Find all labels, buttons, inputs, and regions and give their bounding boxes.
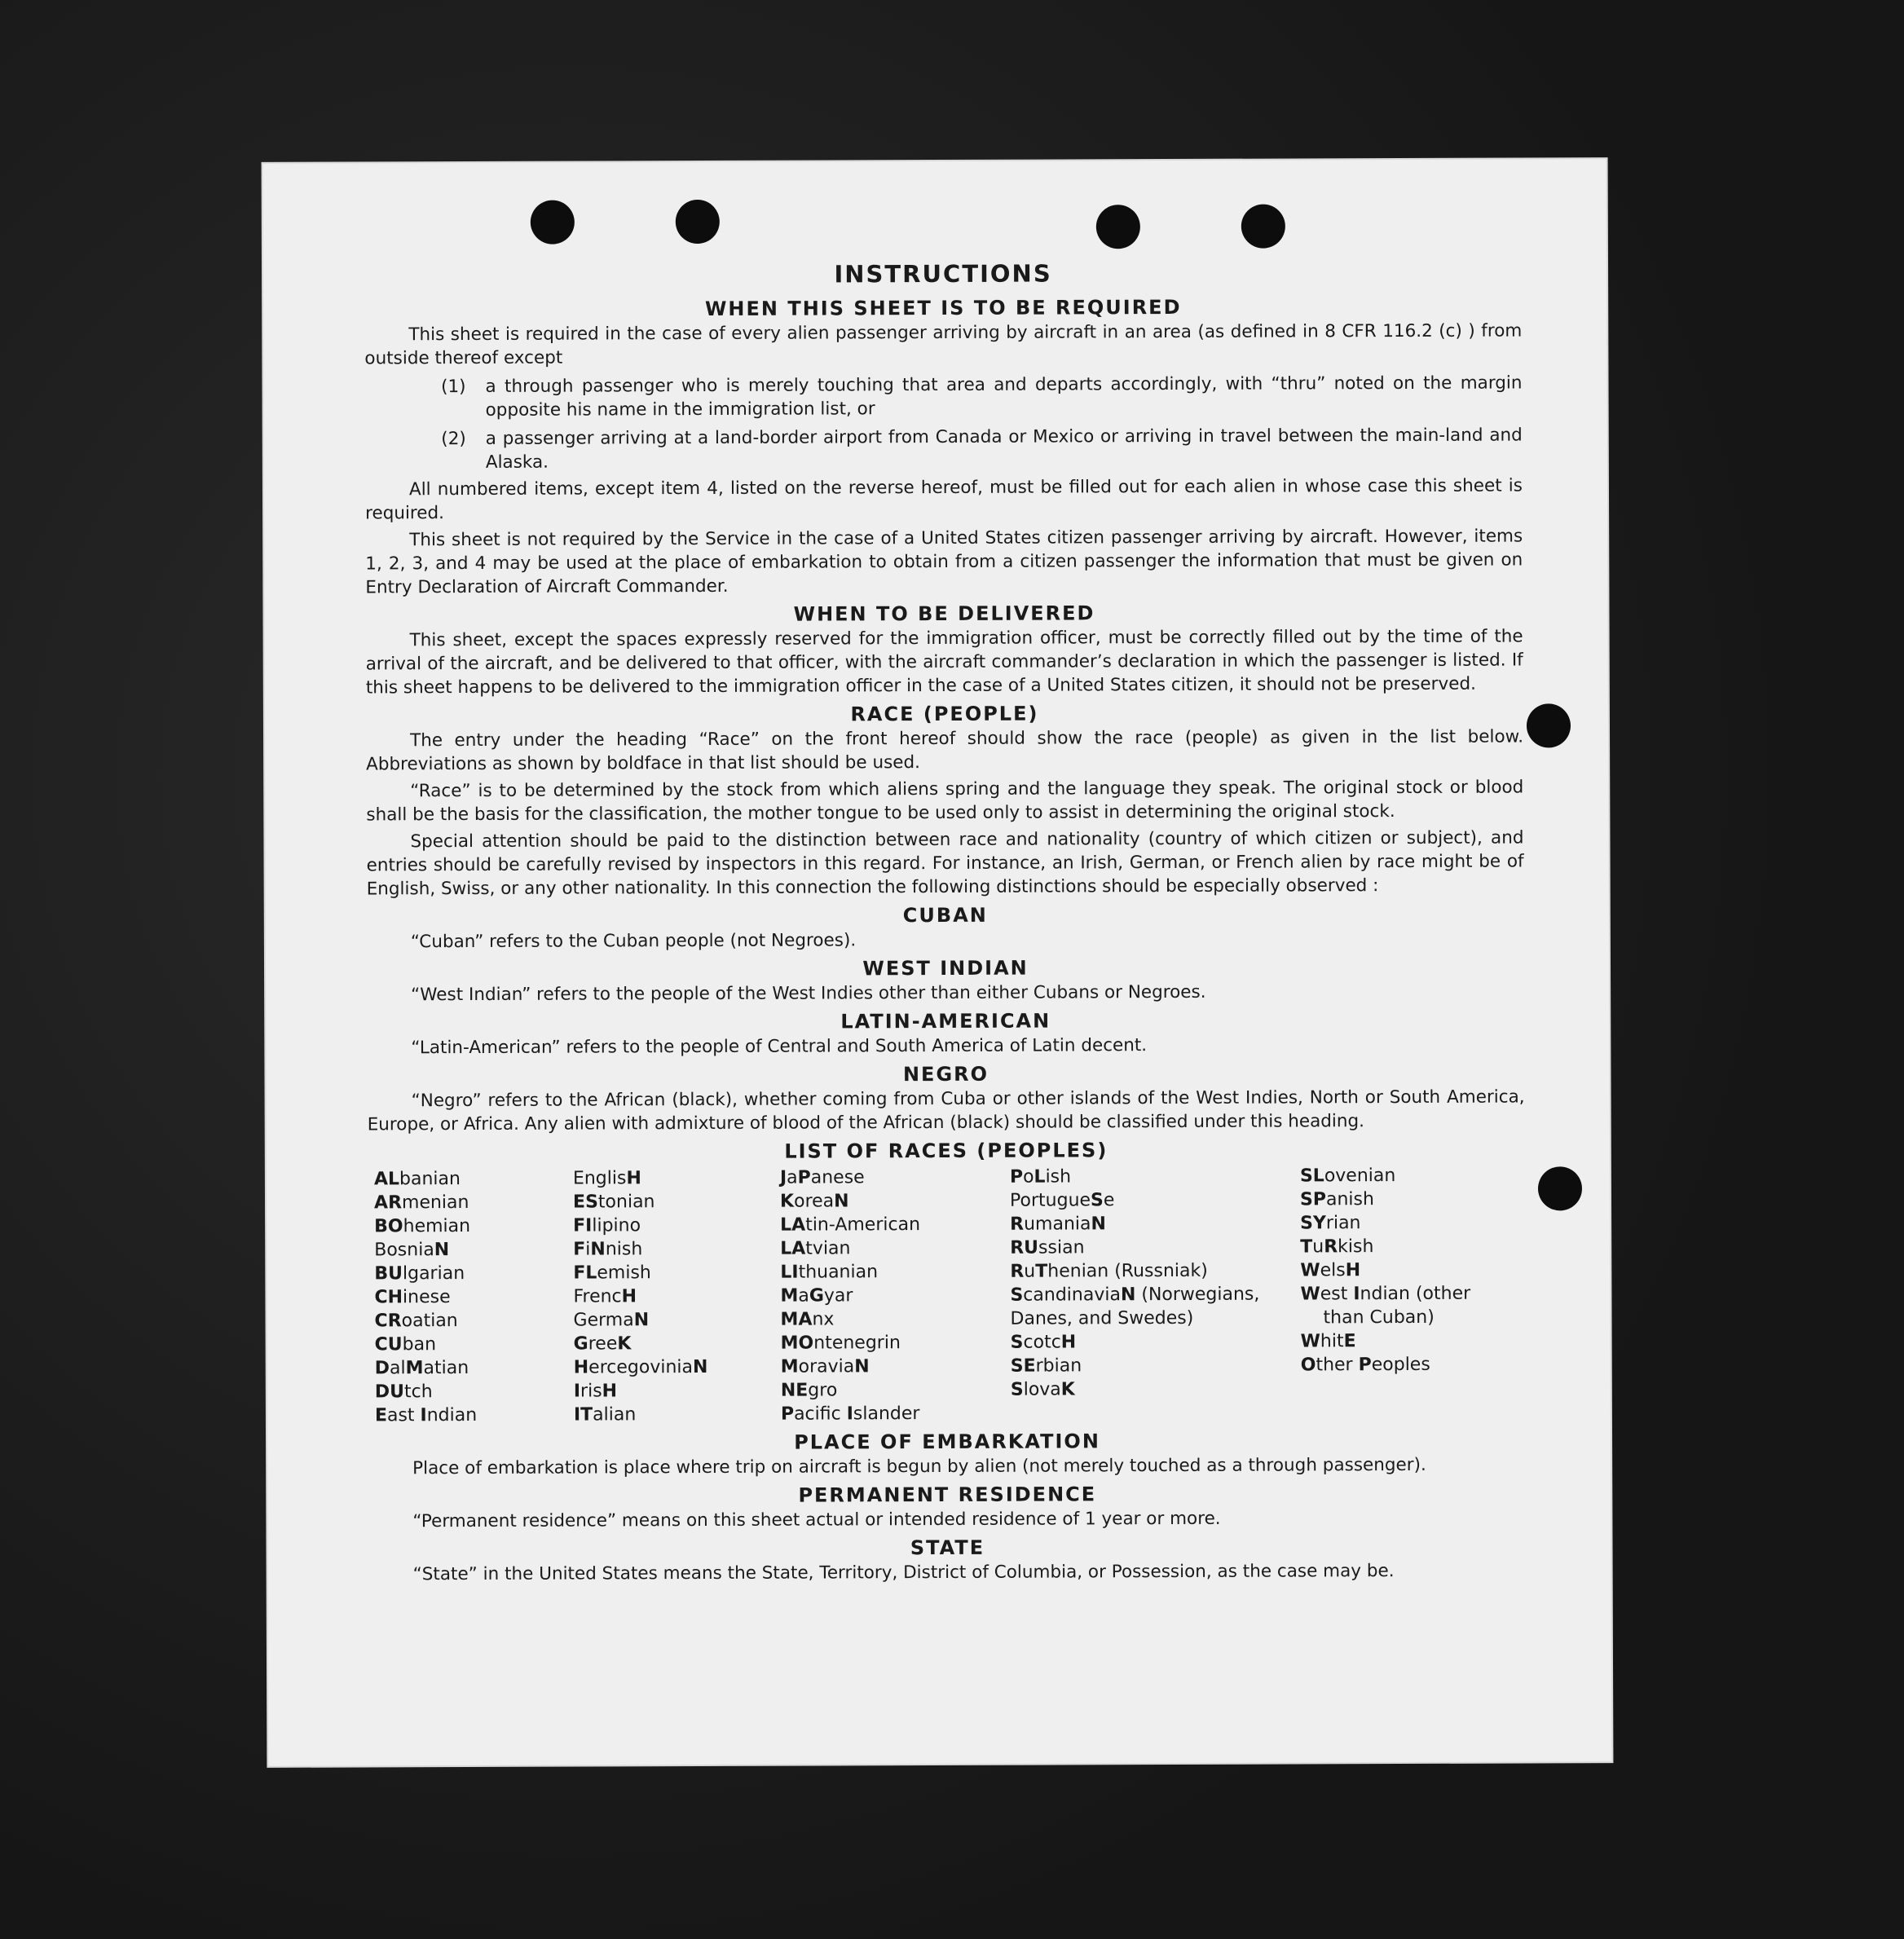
paragraph: “Latin-American” refers to the people of Central and South America of Latin decent.: [411, 1035, 1148, 1059]
race-item: ARmenian: [373, 1192, 469, 1214]
section-heading: WHEN THIS SHEET IS TO BE REQUIRED: [704, 295, 1182, 320]
race-column: [573, 1166, 781, 1427]
race-item: TuRkish: [1300, 1236, 1374, 1258]
punch-hole: [1241, 205, 1285, 249]
section-heading: STATE: [910, 1536, 985, 1560]
race-item: MoraviaN: [780, 1356, 870, 1377]
race-item: RUssian: [1010, 1237, 1085, 1258]
race-item: ScotcH: [1010, 1332, 1077, 1353]
exception-item: [364, 371, 1522, 422]
item-number: (2): [441, 429, 466, 450]
section-heading: LIST OF RACES (PEOPLES): [784, 1139, 1108, 1163]
exception-item: [365, 423, 1523, 474]
paragraph: The entry under the heading “Race” on the front hereof should show the race (people) as given in the list below. Abbreviations as shown by boldface in that list should be used.: [366, 726, 1524, 775]
race-item: SLovenian: [1299, 1166, 1396, 1187]
race-item: WelsH: [1300, 1260, 1361, 1281]
section-heading: WEST INDIAN: [862, 956, 1029, 981]
race-item: ScandinaviaN (Norwegians, Danes, and Swedes): [1010, 1284, 1260, 1329]
item-text: a passenger arriving at a land-border airport from Canada or Mexico or arriving in travel between the main-land and Alaska.: [485, 425, 1523, 473]
race-item: West Indian (other than Cuban): [1300, 1283, 1471, 1329]
race-item: Other Peoples: [1300, 1354, 1430, 1376]
race-item: LIthuanian: [780, 1262, 879, 1283]
paragraph: “Permanent residence” means on this sheet actual or intended residence of 1 year or more.: [412, 1508, 1221, 1532]
race-item: FLemish: [573, 1263, 651, 1284]
race-item: CHinese: [374, 1287, 451, 1308]
race-item: KoreaN: [779, 1191, 849, 1212]
paragraph: This sheet, except the spaces expressly reserved for the immigration officer, must be correctly filled out by the time of the arrival of the aircraft, and be delivered to that officer, with the aircraft commander’s declaration in which the passenger is listed. If this sheet happens to be delivered to the immigration officer in the case of a United States citizen, it should not be preserved.: [365, 626, 1523, 698]
paragraph: This sheet is not required by the Service in the case of a United States citizen passenger arriving by aircraft. However, items 1, 2, 3, and 4 may be used at the place of embarkation to obtain from a citizen passenger the information that must be given on Entry Declaration of Aircraft Commander.: [365, 526, 1523, 598]
item-number: (1): [441, 377, 466, 398]
race-item: Pacific Islander: [780, 1404, 920, 1425]
race-item: SErbian: [1010, 1355, 1082, 1377]
race-item: JaPanese: [779, 1167, 865, 1188]
section-heading: PLACE OF EMBARKATION: [794, 1430, 1100, 1454]
race-item: LAtin-American: [780, 1214, 921, 1236]
paragraph: “Negro” refers to the African (black), whether coming from Cuba or other islands of the West Indies, North or South America, Europe, or Africa. Any alien with admixture of blood of the African (black) should be classified under this heading.: [367, 1086, 1525, 1135]
race-column: [1010, 1164, 1301, 1425]
paragraph: “Race” is to be determined by the stock from which aliens spring and the language they speak. The original stock or blood shall be the basis for the classification, the mother tongue to be used only to assist in determining the original stock.: [366, 777, 1524, 826]
race-item: CRoatian: [374, 1311, 458, 1332]
instructions-content: [364, 250, 1527, 1586]
punch-hole: [1538, 1166, 1582, 1210]
race-item: East Indian: [374, 1404, 478, 1426]
race-list: [374, 1163, 1526, 1427]
race-item: FIlipino: [573, 1215, 641, 1236]
punch-hole: [676, 200, 720, 244]
section-heading: CUBAN: [902, 903, 988, 928]
race-item: SlovaK: [1010, 1379, 1075, 1400]
race-item: PoLish: [1009, 1166, 1072, 1188]
instruction-sheet: [263, 159, 1612, 1766]
race-item: MOntenegrin: [780, 1333, 901, 1354]
race-item: MaGyar: [780, 1285, 853, 1307]
section-heading: LATIN-AMERICAN: [840, 1009, 1051, 1033]
race-item: BOhemian: [374, 1216, 471, 1237]
race-item: GreeK: [573, 1333, 632, 1355]
paragraph: “West Indian” refers to the people of the West Indies other than either Cubans or Negroes.: [411, 981, 1206, 1006]
race-item: ITalian: [573, 1404, 637, 1426]
section-heading: PERMANENT RESIDENCE: [798, 1483, 1097, 1507]
section-heading: RACE (PEOPLE): [850, 702, 1039, 726]
punch-hole: [1096, 205, 1140, 249]
punch-hole: [531, 201, 575, 245]
race-item: FrencH: [573, 1286, 637, 1307]
paragraph: This sheet is required in the case of every alien passenger arriving by aircraft in an area (as defined in 8 CFR 116.2 (c) ) from outside thereof except: [364, 320, 1523, 369]
race-item: WhitE: [1300, 1331, 1356, 1352]
race-item: LAtvian: [780, 1238, 851, 1259]
race-item: ALbanian: [373, 1169, 461, 1190]
paragraph: Place of embarkation is place where trip on aircraft is begun by alien (not merely touched as a through passenger).: [412, 1454, 1426, 1479]
race-item: BosniaN: [374, 1240, 450, 1261]
race-item: BUlgarian: [374, 1263, 465, 1285]
item-text: a through passenger who is merely touching that area and departs accordingly, with “thru” noted on the margin opposite his name in the immigration list, or: [485, 372, 1523, 421]
paragraph: All numbered items, except item 4, listed on the reverse hereof, must be filled out for each alien in whose case this sheet is required.: [365, 475, 1523, 524]
section-heading: WHEN TO BE DELIVERED: [793, 602, 1095, 626]
section-heading: NEGRO: [902, 1062, 989, 1086]
race-item: MAnx: [780, 1309, 835, 1330]
race-item: GermaN: [573, 1310, 650, 1331]
race-item: FiNnish: [573, 1239, 643, 1260]
page-title: INSTRUCTIONS: [834, 259, 1052, 289]
paragraph: “State” in the United States means the State, Territory, District of Columbia, or Possession, as the case may be.: [412, 1561, 1395, 1585]
race-item: PortugueSe: [1009, 1190, 1115, 1211]
race-item: RumaniaN: [1010, 1214, 1106, 1235]
paragraph: Special attention should be paid to the distinction between race and nationality (country of which citizen or subject), and entries should be carefully revised by inspectors in this regard. For instance, an Irish, German, or French alien by race might be of English, Swiss, or any other nationality. In this connection the following distinctions should be especially observed :: [366, 827, 1524, 900]
race-column: [374, 1167, 574, 1428]
punch-hole: [1527, 703, 1571, 747]
race-column: [1300, 1163, 1529, 1424]
race-item: EnglisH: [572, 1168, 641, 1189]
race-item: EStonian: [572, 1192, 655, 1213]
race-item: IrisH: [573, 1381, 618, 1402]
race-item: HercegoviniaN: [573, 1356, 708, 1378]
race-item: DalMatian: [374, 1358, 469, 1379]
race-item: SPanish: [1299, 1189, 1374, 1210]
race-item: SYrian: [1300, 1213, 1361, 1234]
race-item: RuThenian (Russniak): [1010, 1260, 1208, 1282]
race-column: [780, 1166, 1011, 1426]
paragraph: “Cuban” refers to the Cuban people (not Negroes).: [410, 930, 857, 953]
race-item: DUtch: [374, 1382, 433, 1403]
race-item: CUban: [374, 1334, 437, 1355]
race-item: NEgro: [780, 1380, 838, 1401]
